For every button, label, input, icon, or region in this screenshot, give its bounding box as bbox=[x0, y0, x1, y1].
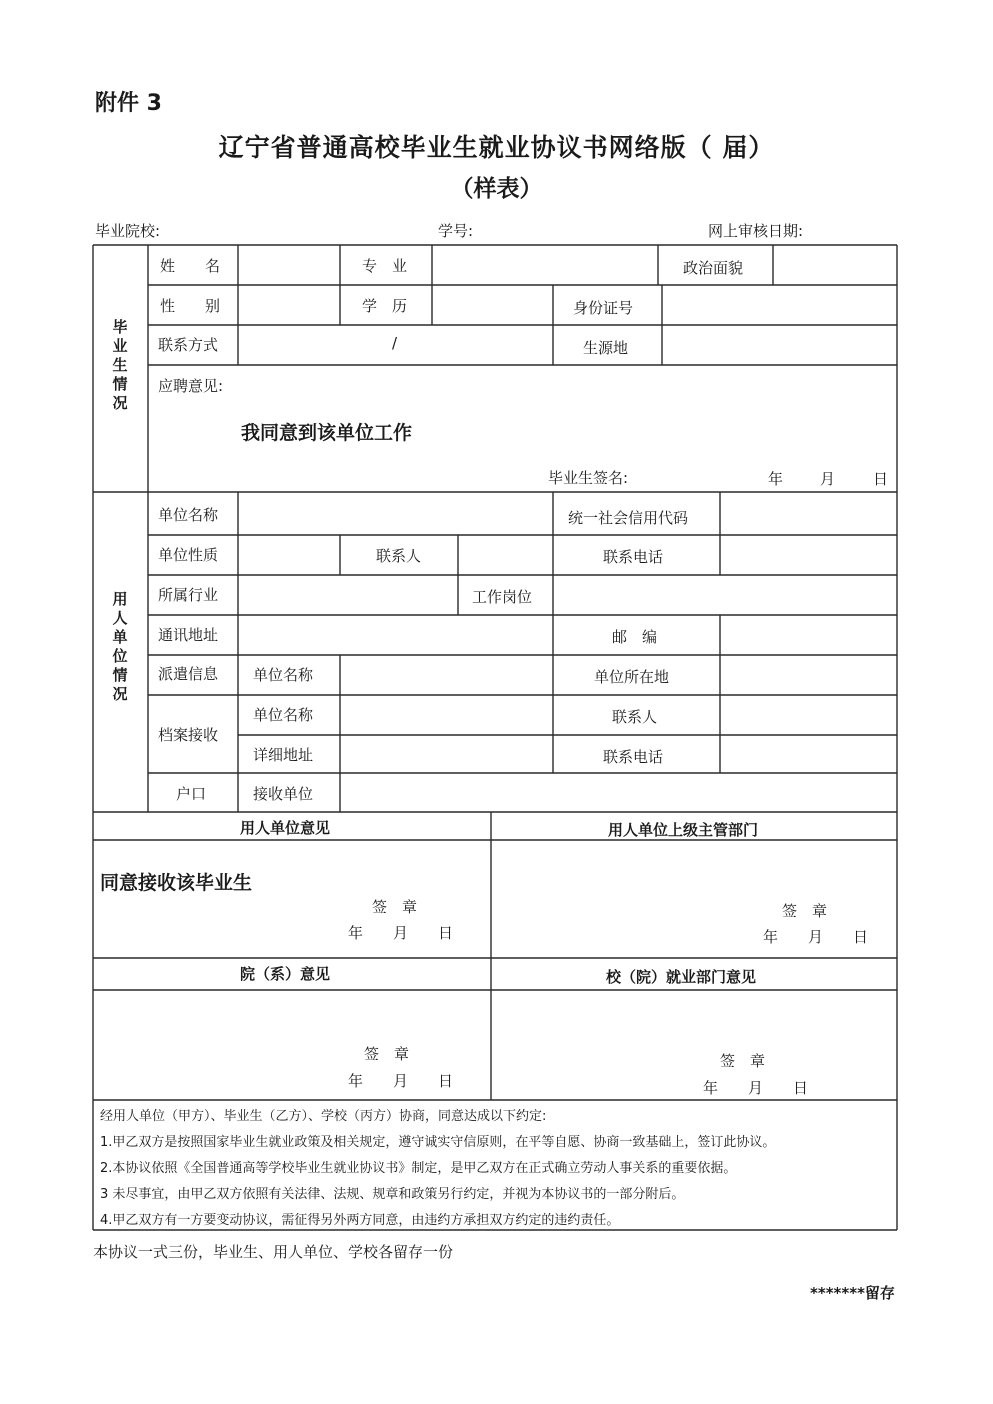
position-label: 工作岗位 bbox=[472, 588, 533, 606]
dispatch-unit-label: 单位名称 bbox=[253, 666, 314, 684]
school-seal: 签 章 bbox=[720, 1052, 766, 1070]
graduate-signature-label: 毕业生签名: bbox=[548, 469, 629, 487]
contact-person-label: 联系人 bbox=[376, 547, 422, 565]
opinion-text: 我同意到该单位工作 bbox=[241, 422, 413, 444]
major-label: 专 业 bbox=[362, 257, 408, 275]
postcode-label: 邮 编 bbox=[612, 628, 658, 646]
credit-code-label: 统一社会信用代码 bbox=[568, 509, 689, 527]
employer-date: 年 月 日 bbox=[348, 924, 454, 942]
opinion-label: 应聘意见: bbox=[158, 377, 224, 395]
contact-phone-label: 联系电话 bbox=[603, 548, 664, 566]
dispatch-location-label: 单位所在地 bbox=[594, 668, 670, 686]
contact-label: 联系方式 bbox=[158, 336, 219, 354]
employer-opinion-heading: 用人单位意见 bbox=[240, 819, 331, 837]
employer-seal: 签 章 bbox=[372, 898, 418, 916]
address-label: 通讯地址 bbox=[158, 626, 219, 644]
industry-label: 所属行业 bbox=[158, 586, 219, 604]
school-opinion-heading: 校（院）就业部门意见 bbox=[606, 968, 757, 986]
hukou-unit-label: 接收单位 bbox=[253, 785, 314, 803]
copies-note: 本协议一式三份，毕业生、用人单位、学校各留存一份 bbox=[93, 1243, 454, 1261]
graduate-date-year: 年 bbox=[768, 470, 784, 488]
gender-label: 性 别 bbox=[160, 297, 221, 315]
keep-note: *******留存 bbox=[810, 1284, 895, 1302]
archive-address-label: 详细地址 bbox=[253, 746, 314, 764]
unit-name-label: 单位名称 bbox=[158, 506, 219, 524]
archive-contact-label: 联系人 bbox=[612, 708, 658, 726]
graduate-date-month: 月 bbox=[820, 470, 836, 488]
employer-superior-heading: 用人单位上级主管部门 bbox=[608, 821, 759, 839]
attachment-label: 附件 3 bbox=[95, 91, 162, 116]
dept-date: 年 月 日 bbox=[348, 1072, 454, 1090]
archive-label: 档案接收 bbox=[158, 726, 219, 744]
terms-item-4: 4.甲乙双方有一方要变动协议，需征得另外两方同意，由违约方承担双方约定的违约责任。 bbox=[100, 1213, 620, 1228]
id-number-label: 身份证号 bbox=[573, 299, 634, 317]
archive-phone-label: 联系电话 bbox=[603, 748, 664, 766]
political-status-label: 政治面貌 bbox=[683, 259, 744, 277]
superior-seal: 签 章 bbox=[782, 902, 828, 920]
employer-agree-text: 同意接收该毕业生 bbox=[100, 872, 253, 894]
name-label: 姓 名 bbox=[160, 257, 221, 275]
school-label: 毕业院校: bbox=[95, 222, 161, 240]
origin-label: 生源地 bbox=[583, 339, 629, 357]
dispatch-label: 派遣信息 bbox=[158, 665, 219, 683]
hukou-label: 户口 bbox=[176, 785, 207, 803]
contact-separator: / bbox=[392, 334, 398, 352]
graduate-section-label: 毕业生情况 bbox=[112, 318, 128, 412]
terms-intro: 经用人单位（甲方）、毕业生（乙方）、学校（丙方）协商，同意达成以下约定: bbox=[100, 1109, 547, 1124]
student-no-label: 学号: bbox=[438, 222, 474, 240]
graduate-date-day: 日 bbox=[873, 470, 889, 488]
page-title: 辽宁省普通高校毕业生就业协议书网络版（ 届） bbox=[218, 133, 775, 162]
terms-item-1: 1.甲乙双方是按照国家毕业生就业政策及相关规定，遵守诚实守信原则，在平等自愿、协商一致基础上，签订此协议。 bbox=[100, 1135, 776, 1150]
employer-section-label: 用人单位情况 bbox=[112, 590, 128, 703]
page-subtitle: （样表） bbox=[450, 176, 543, 202]
superior-date: 年 月 日 bbox=[763, 928, 869, 946]
terms-item-3: 3 未尽事宜，由甲乙双方依照有关法律、法规、规章和政策另行约定，并视为本协议书的一部分附后。 bbox=[100, 1187, 685, 1202]
review-date-label: 网上审核日期: bbox=[708, 222, 804, 240]
unit-nature-label: 单位性质 bbox=[158, 546, 219, 564]
dept-opinion-heading: 院（系）意见 bbox=[240, 965, 331, 983]
education-label: 学 历 bbox=[362, 297, 408, 315]
terms-item-2: 2.本协议依照《全国普通高等学校毕业生就业协议书》制定，是甲乙双方在正式确立劳动人事关系的重要依据。 bbox=[100, 1161, 737, 1176]
dept-seal: 签 章 bbox=[364, 1045, 410, 1063]
archive-unit-label: 单位名称 bbox=[253, 706, 314, 724]
school-date: 年 月 日 bbox=[703, 1079, 809, 1097]
